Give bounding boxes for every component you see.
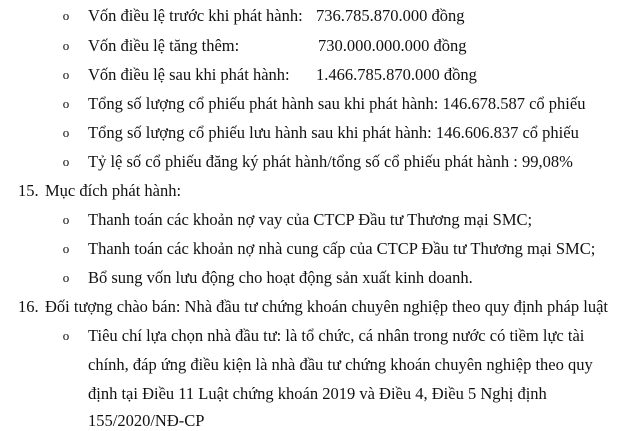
section-16-criteria-text: 155/2020/NĐ-CP (88, 411, 205, 430)
bullet-icon: o (62, 125, 70, 140)
bullet-icon: o (62, 212, 70, 227)
capital-before-label: Vốn điều lệ trước khi phát hành: (88, 6, 303, 25)
shares-ratio-text: Tỷ lệ số cổ phiếu đăng ký phát hành/tổng số cổ phiếu phát hành : 99,08% (88, 152, 573, 171)
section-16-criteria-text: chính, đáp ứng điều kiện là nhà đầu tư chứng khoán chuyên nghiệp theo quy (88, 355, 593, 374)
bullet-icon: o (62, 270, 70, 285)
capital-before-value: 736.785.870.000 đồng (316, 6, 465, 25)
bullet-icon: o (62, 154, 70, 169)
section-15-item-text: Bổ sung vốn lưu động cho hoạt động sản xuất kinh doanh. (88, 268, 473, 287)
capital-after-label: Vốn điều lệ sau khi phát hành: (88, 65, 290, 84)
section-15-item-text: Thanh toán các khoản nợ vay của CTCP Đầu tư Thương mại SMC; (88, 210, 533, 229)
section-16-number: 16. (18, 297, 39, 316)
bullet-icon: o (62, 241, 70, 256)
section-15-item-text: Thanh toán các khoản nợ nhà cung cấp của CTCP Đầu tư Thương mại SMC; (88, 239, 596, 258)
section-16-criteria-text: định tại Điều 11 Luật chứng khoán 2019 và Điều 4, Điều 5 Nghị định (88, 384, 547, 403)
bullet-icon: o (62, 8, 70, 23)
bullet-icon: o (62, 328, 70, 343)
shares-outstanding-text: Tổng số lượng cổ phiếu lưu hành sau khi phát hành: 146.606.837 cổ phiếu (88, 123, 579, 142)
section-15-number: 15. (18, 181, 39, 200)
section-16-title: Đối tượng chào bán: Nhà đầu tư chứng khoán chuyên nghiệp theo quy định pháp luật (45, 297, 608, 316)
shares-issued-text: Tổng số lượng cổ phiếu phát hành sau khi phát hành: 146.678.587 cổ phiếu (88, 94, 586, 113)
section-16-criteria-text: Tiêu chí lựa chọn nhà đầu tư: là tổ chức, cá nhân trong nước có tiềm lực tài (88, 326, 585, 345)
bullet-icon: o (62, 38, 70, 53)
capital-after-value: 1.466.785.870.000 đồng (316, 65, 477, 84)
bullet-icon: o (62, 67, 70, 82)
bullet-icon: o (62, 96, 70, 111)
capital-increase-value: 730.000.000.000 đồng (318, 36, 467, 55)
section-15-title: Mục đích phát hành: (45, 181, 182, 200)
capital-increase-label: Vốn điều lệ tăng thêm: (88, 36, 240, 55)
